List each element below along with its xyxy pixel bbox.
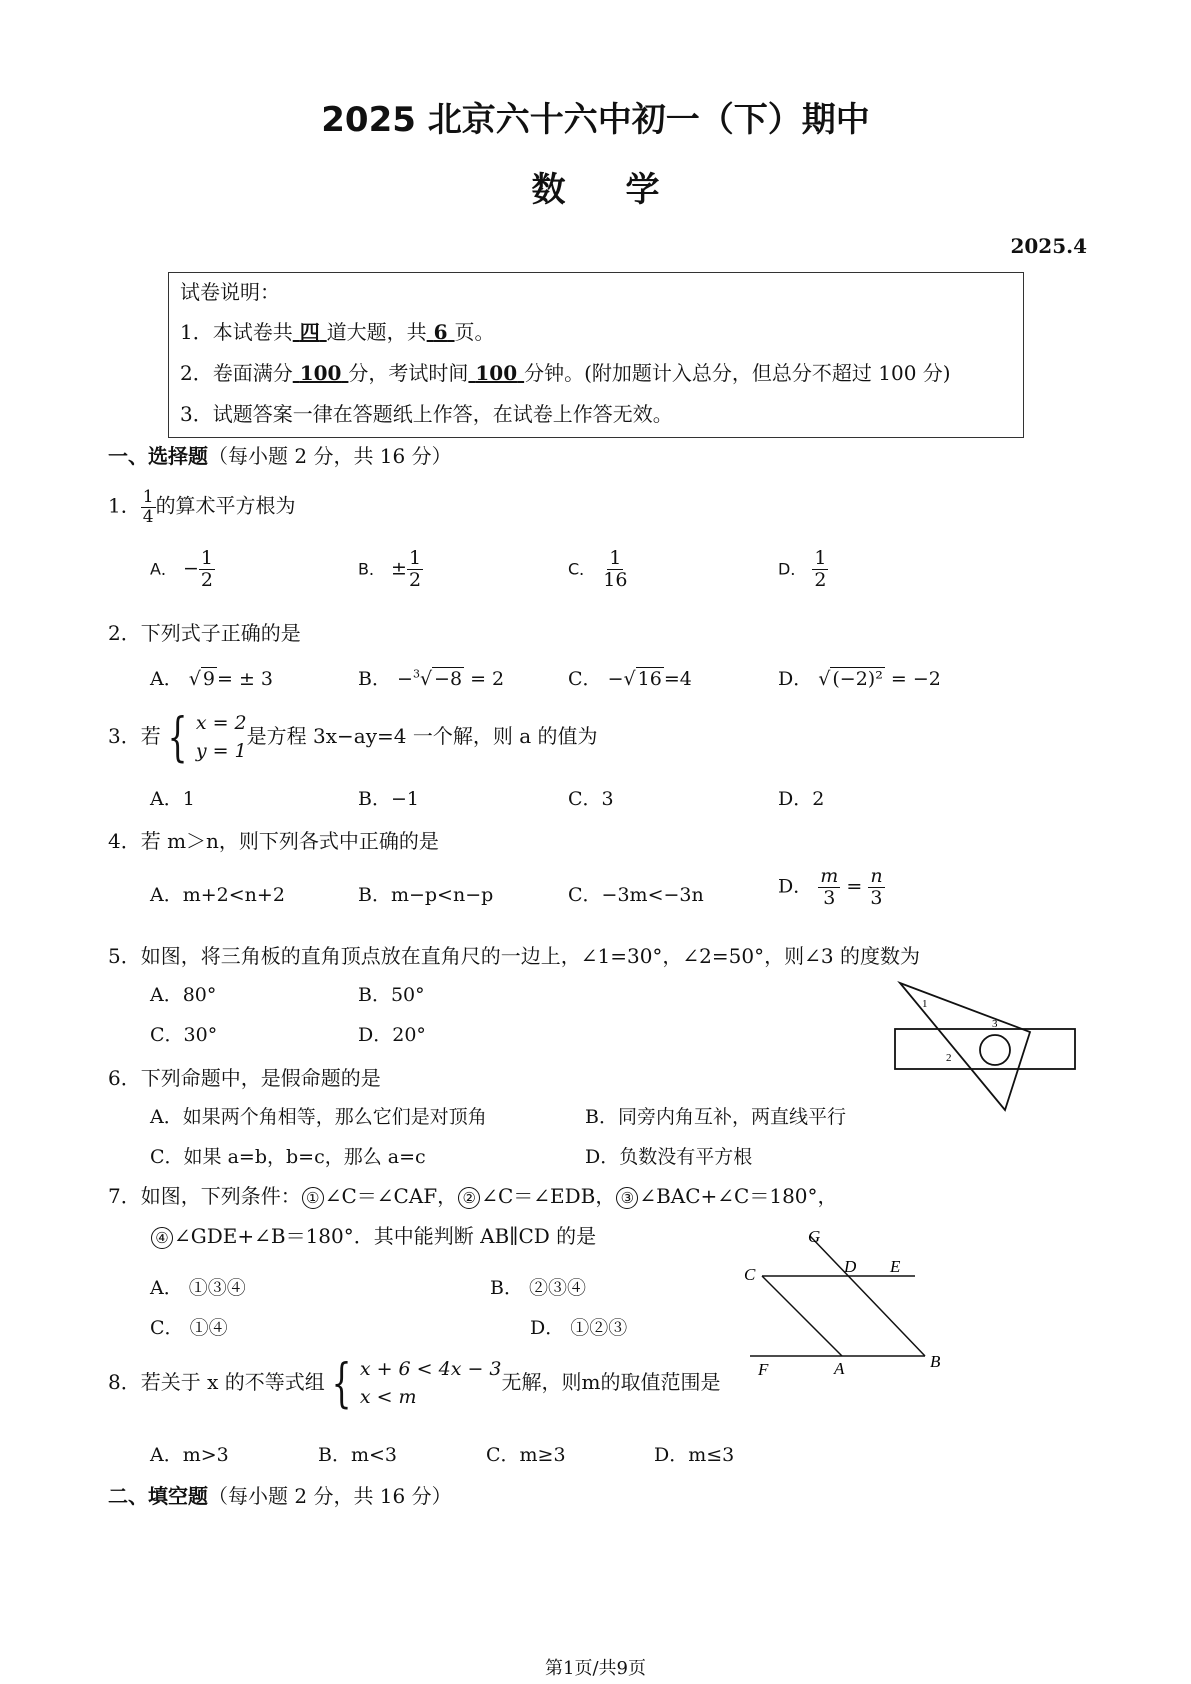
q3-option-c[interactable]: C．3: [568, 788, 614, 810]
q1-option-d[interactable]: D． $\frac{1}{2}$: [778, 547, 827, 591]
q5-option-c[interactable]: C．30°: [150, 1024, 218, 1046]
q6-option-c[interactable]: C．如果 a=b，b=c，那么 a=c: [150, 1146, 426, 1168]
angle-2-label: 2: [946, 1052, 952, 1064]
q1-option-c[interactable]: C． $\frac{1}{16}$: [568, 547, 628, 591]
angle-3-label: 3: [992, 1018, 998, 1030]
label-b: B: [930, 1352, 941, 1371]
q8-option-a[interactable]: A．m>3: [150, 1444, 229, 1466]
section-1-heading: 一、选择题（每小题 2 分，共 16 分）: [108, 444, 452, 468]
question-2: 2．下列式子正确的是: [108, 621, 301, 645]
q5-option-a[interactable]: A．80°: [150, 984, 217, 1006]
label-a: A: [834, 1359, 845, 1378]
section-2-heading: 二、填空题（每小题 2 分，共 16 分）: [108, 1484, 452, 1508]
page-footer: 第1页/共9页: [545, 1658, 646, 1679]
q3-option-d[interactable]: D．2: [778, 788, 825, 810]
q5-figure: [880, 975, 1080, 1115]
q6-option-a[interactable]: A．如果两个角相等，那么它们是对顶角: [150, 1106, 487, 1128]
label-c: C: [744, 1265, 756, 1284]
q7-option-a[interactable]: A． ①③④: [150, 1277, 246, 1299]
subject-title: 数学: [531, 170, 720, 210]
q8-option-d[interactable]: D．m≤3: [654, 1444, 735, 1466]
question-5: 5．如图，将三角板的直角顶点放在直角尺的一边上，∠1=30°，∠2=50°，则∠3 的度数为: [108, 944, 920, 968]
q7-figure: [740, 1228, 950, 1378]
q4-option-c[interactable]: C．−3m<−3n: [568, 884, 704, 906]
label-d: D: [844, 1257, 857, 1276]
q5-option-b[interactable]: B．50°: [358, 984, 425, 1006]
q6-option-d[interactable]: D．负数没有平方根: [585, 1146, 753, 1168]
question-7-line-1: 7．如图，下列条件： ① ∠C＝∠CAF， ② ∠C＝∠EDB， ③ ∠BAC+∠C＝180°，: [108, 1184, 838, 1208]
question-1: 1． $\frac{1}{4}$ 的算术平方根为: [108, 487, 296, 527]
question-4: 4．若 m＞n，则下列各式中正确的是: [108, 829, 439, 853]
q7-option-b[interactable]: B． ②③④: [490, 1277, 587, 1299]
question-6: 6．下列命题中，是假命题的是: [108, 1066, 381, 1090]
line-gdb: [810, 1236, 925, 1356]
exam-date: 2025.4: [1010, 234, 1087, 258]
q2-option-c[interactable]: C． −√ 16 =4: [568, 668, 692, 690]
label-e: E: [890, 1257, 901, 1276]
instructions-line-3: 3．试题答案一律在答题纸上作答，在试卷上作答无效。: [180, 402, 673, 426]
angle-1-label: 1: [922, 998, 928, 1010]
q4-option-a[interactable]: A．m+2<n+2: [150, 884, 285, 906]
label-f: F: [758, 1360, 769, 1378]
question-7-line-2: ④ ∠GDE+∠B＝180°．其中能判断 AB∥CD 的是: [150, 1220, 596, 1249]
label-g: G: [808, 1228, 821, 1246]
q7-option-d[interactable]: D． ①②③: [530, 1317, 628, 1339]
q8-option-b[interactable]: B．m<3: [318, 1444, 397, 1466]
question-3: 3．若 { x = 2 y = 1 是方程 3x−ay=4 一个解，则 a 的值为: [108, 707, 598, 768]
q2-option-b[interactable]: B． −$^3$√ −8 = 2: [358, 667, 505, 690]
exam-title: 2025 北京六十六中初一（下）期中: [321, 100, 870, 140]
q7-option-c[interactable]: C． ①④: [150, 1317, 228, 1339]
question-8: 8．若关于 x 的不等式组 { x + 6 < 4x − 3 x < m 无解，则m的取值范围是: [108, 1353, 721, 1414]
segment-ca: [762, 1276, 842, 1356]
q1-option-a[interactable]: A． − $\frac{1}{2}$: [150, 547, 214, 591]
q1-option-b[interactable]: B． ± $\frac{1}{2}$: [358, 547, 422, 591]
q3-option-b[interactable]: B．−1: [358, 788, 419, 810]
q2-option-a[interactable]: A． √ 9 = ± 3: [150, 668, 273, 690]
q8-option-c[interactable]: C．m≥3: [486, 1444, 566, 1466]
q3-option-a[interactable]: A．1: [150, 788, 195, 810]
ruler: [895, 1029, 1075, 1069]
q4-option-d[interactable]: D． $\frac{m}{3}$ = $\frac{n}{3}$: [778, 865, 883, 909]
q4-option-b[interactable]: B．m−p<n−p: [358, 884, 494, 906]
q2-option-d[interactable]: D． √ (−2)² = −2: [778, 668, 941, 690]
q6-option-b[interactable]: B．同旁内角互补，两直线平行: [585, 1106, 846, 1128]
q5-option-d[interactable]: D．20°: [358, 1024, 426, 1046]
ruler-hole: [980, 1035, 1010, 1065]
instructions-line-2: 2．卷面满分 100 分，考试时间 100 分钟。(附加题计入总分，但总分不超过 100 分): [180, 361, 951, 385]
instructions-line-1: 1．本试卷共 四 道大题，共 6 页。: [180, 320, 495, 344]
instructions-heading: 试卷说明：: [180, 280, 280, 304]
